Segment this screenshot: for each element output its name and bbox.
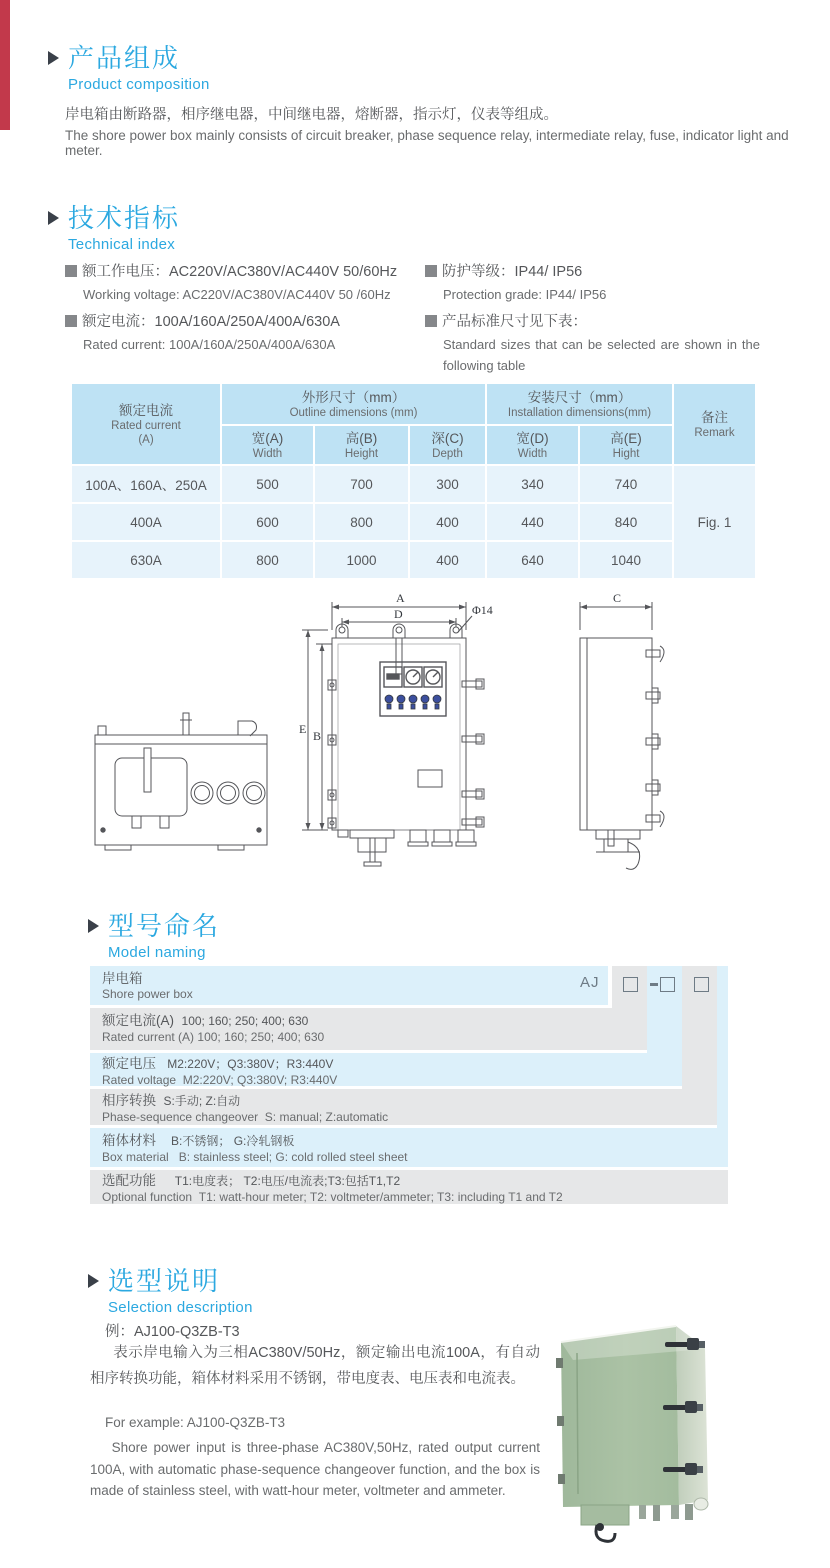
cell-inst-width: 640 [486, 541, 579, 579]
bottom-fittings [338, 830, 476, 866]
technical-title-cn: 技术指标 [68, 203, 181, 233]
section-technical-header [48, 204, 180, 253]
code-dash [650, 983, 658, 986]
square-bullet-icon [425, 265, 437, 277]
table-header-row [71, 383, 756, 425]
side-bottom-bracket [596, 830, 640, 869]
selection-paragraph-cn: 表示岸电输入为三相AC380V/50Hz，额定输出电流100A，有自动相序转换功能，箱体材料采用不锈钢，带电度表、电压表和电流表。 [90, 1345, 540, 1387]
cell-width: 800 [221, 541, 314, 579]
product-photo [553, 1298, 798, 1563]
cell-height: 700 [314, 465, 409, 503]
cell-depth: 400 [409, 503, 486, 541]
naming-row-optional-function: 选配功能 T1:电度表； T2:电压/电流表;T3:包括T1,T2 Optional function T1: watt-hour meter; T2: voltmeter/ammeter; T3: including T1 and T2 [90, 1170, 728, 1204]
code-placeholder-current [623, 977, 638, 992]
naming-row-phase-changeover: 相序转换 S:手动; Z:自动 Phase-sequence changeover S: manual; Z:automatic [90, 1089, 717, 1125]
cell-depth: 400 [409, 541, 486, 579]
table-row [71, 465, 756, 503]
selection-paragraph-en: Shore power input is three-phase AC380V,50Hz, rated output current 100A, with automatic phase-sequence changeover function, and the box is made of stainless steel, with watt-hour meter, voltmeter and ammeter. [90, 1440, 540, 1498]
subheader-depth-c: 深(C) Depth [409, 425, 486, 465]
cell-inst-height: 740 [579, 465, 673, 503]
dim-label-c: C [613, 591, 622, 605]
model-naming-diagram [90, 966, 728, 1204]
tech-item-en: Standard sizes that can be selected are shown in the following table [443, 337, 760, 373]
bottom-view [95, 713, 267, 850]
square-bullet-icon [425, 315, 437, 327]
cell-current: 400A [71, 503, 221, 541]
naming-row-box-material: 箱体材料 B:不锈钢； G:冷轧钢板 Box material B: stainless steel; G: cold rolled steel sheet [90, 1128, 728, 1167]
meter-panel [380, 662, 446, 716]
square-bullet-icon [65, 265, 77, 277]
technical-items-left [65, 260, 410, 359]
tech-item [65, 310, 410, 355]
model-code-prefix: AJ [580, 974, 600, 991]
subheader-height-b: 高(B) Height [314, 425, 409, 465]
cell-width: 500 [221, 465, 314, 503]
cell-remark: Fig. 1 [673, 465, 756, 579]
cell-inst-height: 1040 [579, 541, 673, 579]
tech-item [425, 260, 760, 305]
subheader-width-a: 宽(A) Width [221, 425, 314, 465]
model-naming-title-en: Model naming [108, 943, 206, 961]
technical-items-right [425, 260, 760, 380]
tech-item [65, 260, 410, 305]
composition-title-cn: 产品组成 [68, 43, 181, 73]
cell-current: 100A、160A、250A [71, 465, 221, 503]
cell-current: 630A [71, 541, 221, 579]
technical-drawing [80, 580, 790, 885]
section-arrow-icon [88, 1274, 99, 1288]
tech-item-cn: 防护等级：IP44/ IP56 [442, 264, 583, 280]
hole-label: Φ14 [472, 603, 493, 617]
page-edge-accent [0, 0, 10, 130]
selection-title-cn: 选型说明 [108, 1266, 221, 1296]
dimensions-table [70, 382, 757, 580]
side-view [580, 591, 664, 869]
front-view [299, 591, 493, 866]
header-installation-dimensions: 安装尺寸（mm） Installation dimensions(mm) [486, 383, 673, 425]
door-seam [577, 1353, 578, 1494]
table-row [71, 503, 756, 541]
tech-item [425, 310, 760, 376]
tech-item-en: Working voltage: AC220V/AC380V/AC440V 50 /60Hz [83, 287, 391, 302]
dim-label-a: A [396, 591, 405, 605]
model-naming-title-cn: 型号命名 [108, 911, 221, 941]
naming-row-rated-current: 额定电流(A) 100; 160; 250; 400; 630 Rated current (A) 100; 160; 250; 400; 630 [90, 1008, 647, 1050]
section-arrow-icon [48, 211, 59, 225]
cell-inst-width: 440 [486, 503, 579, 541]
header-outline-dimensions: 外形尺寸（mm） Outline dimensions (mm) [221, 383, 486, 425]
section-composition-header [48, 44, 210, 93]
table-row [71, 541, 756, 579]
composition-paragraph-cn: 岸电箱由断路器，相序继电器，中间继电器，熔断器，指示灯，仪表等组成。 [65, 107, 558, 123]
cell-height: 1000 [314, 541, 409, 579]
code-placeholder-voltage [660, 977, 675, 992]
cell-width: 600 [221, 503, 314, 541]
dim-label-b: B [313, 729, 322, 743]
code-placeholder-optional [694, 977, 709, 992]
tech-item-en: Rated current: 100A/160A/250A/400A/630A [83, 337, 336, 352]
selection-example-cn: 例：AJ100-Q3ZB-T3 [105, 1324, 240, 1340]
cell-inst-width: 340 [486, 465, 579, 503]
cell-inst-height: 840 [579, 503, 673, 541]
subheader-width-d: 宽(D) Width [486, 425, 579, 465]
tech-item-cn: 额定电流：100A/160A/250A/400A/630A [82, 314, 340, 330]
composition-paragraph-en: The shore power box mainly consists of circuit breaker, phase sequence relay, intermediate relay, fuse, indicator light and meter. [65, 128, 789, 158]
section-model-naming-header [88, 912, 220, 961]
technical-title-en: Technical index [68, 235, 176, 253]
latch-marks [462, 679, 484, 827]
naming-row-rated-voltage: 额定电压 M2:220V；Q3:380V；R3:440V Rated voltage M2:220V; Q3:380V; R3:440V [90, 1053, 682, 1086]
dim-label-e: E [299, 722, 307, 736]
header-rated-current: 额定电流 Rated current (A) [71, 383, 221, 465]
cell-height: 800 [314, 503, 409, 541]
selection-title-en: Selection description [108, 1298, 253, 1316]
dim-label-d: D [394, 607, 403, 621]
composition-title-en: Product composition [68, 75, 210, 93]
tech-item-cn: 产品标准尺寸见下表： [442, 314, 587, 330]
section-arrow-icon [88, 919, 99, 933]
tech-item-cn: 额工作电压：AC220V/AC380V/AC440V 50/60Hz [82, 264, 398, 280]
side-clamps [646, 646, 664, 827]
section-selection-header [88, 1267, 253, 1316]
tech-item-en: Protection grade: IP44/ IP56 [443, 287, 607, 302]
header-remark: 备注 Remark [673, 383, 756, 465]
square-bullet-icon [65, 315, 77, 327]
subheader-height-e: 高(E) Hight [579, 425, 673, 465]
selection-example-en: For example: AJ100-Q3ZB-T3 [105, 1415, 286, 1430]
section-arrow-icon [48, 51, 59, 65]
cell-depth: 300 [409, 465, 486, 503]
box-side-face [676, 1326, 708, 1505]
naming-row-shore-power-box: 岸电箱 Shore power box [90, 966, 608, 1005]
